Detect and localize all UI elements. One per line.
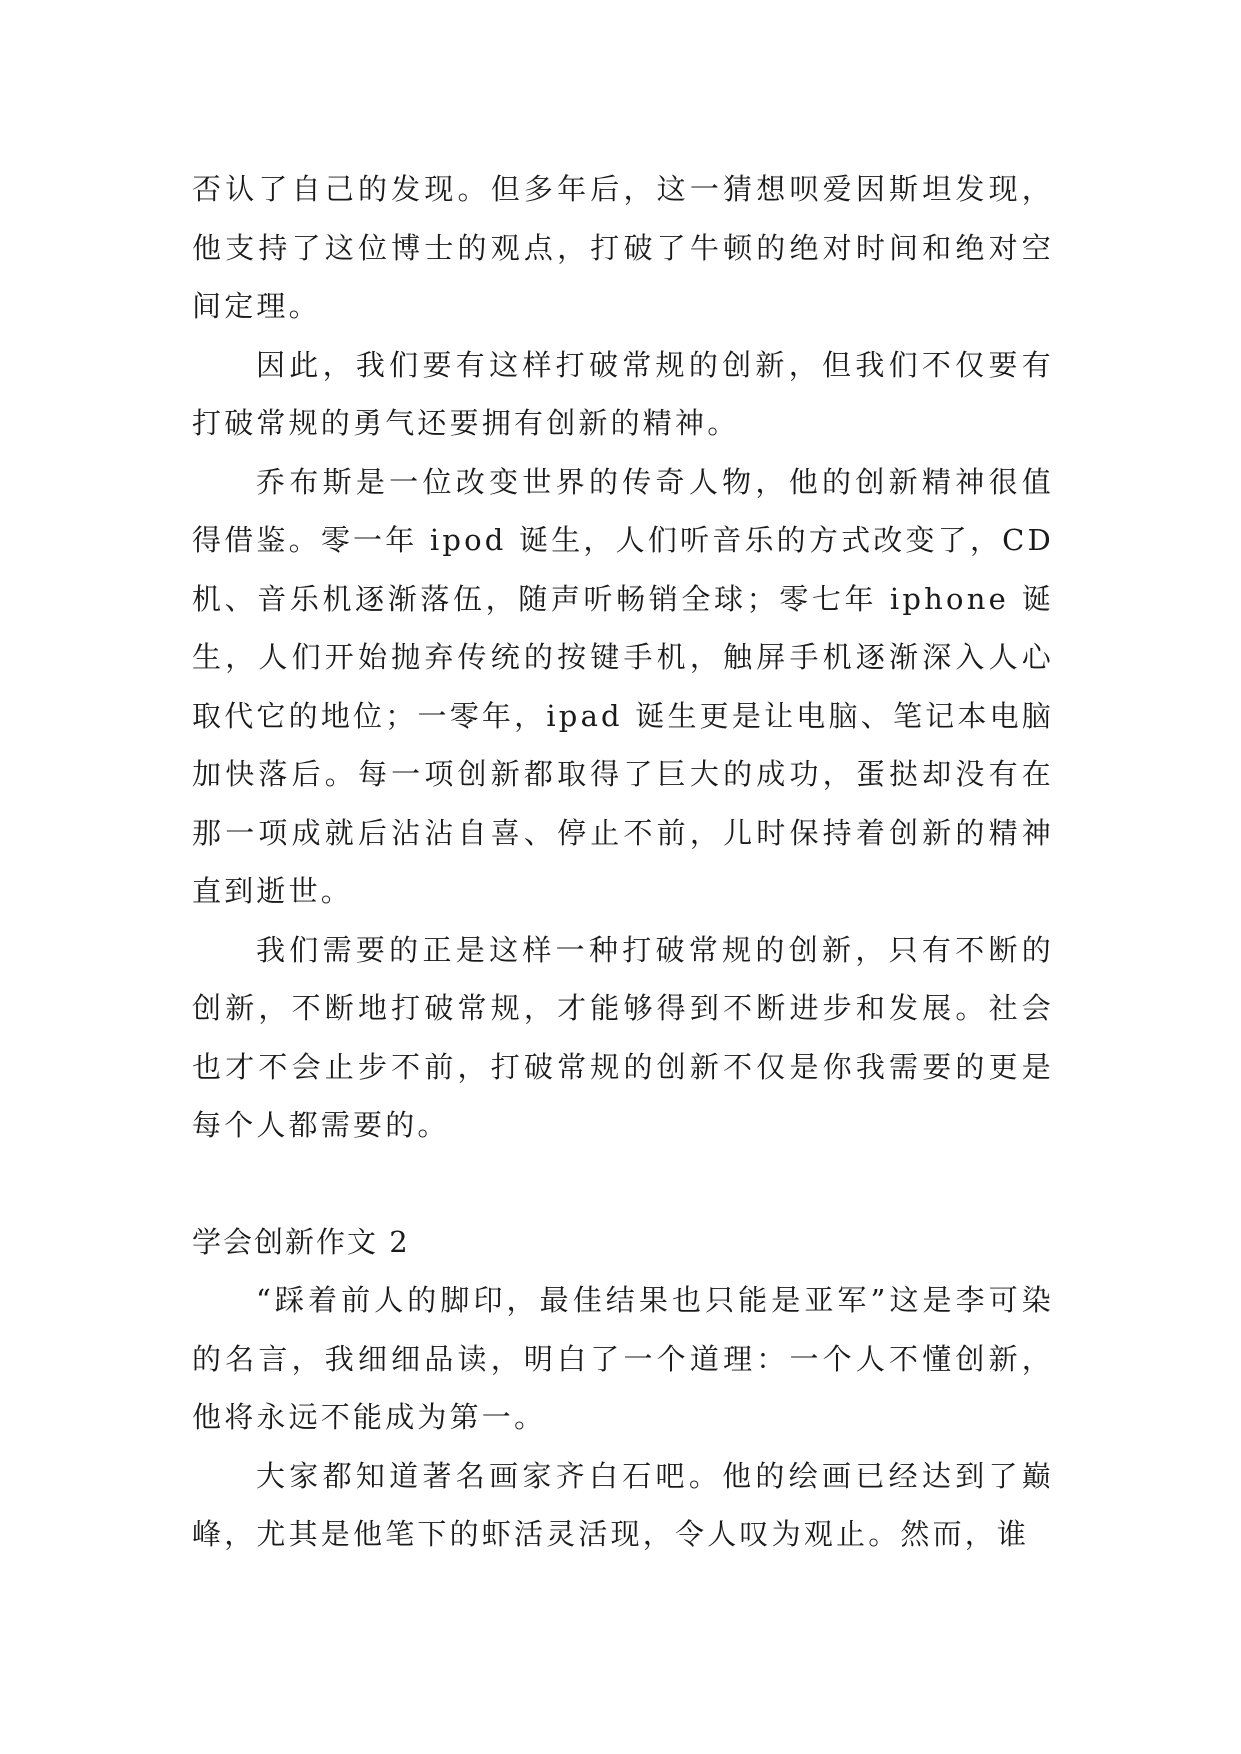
paragraph-5: “踩着前人的脚印，最佳结果也只能是亚军”这是李可染的名言，我细细品读，明白了一个道理：一个人不懂创新，他将永远不能成为第一。 [192,1283,1054,1434]
paragraph-1: 否认了自己的发现。但多年后，这一猜想呗爱因斯坦发现，他支持了这位博士的观点，打破了牛顿的绝对时间和绝对空间定理。 [192,172,1054,323]
paragraph-2: 因此，我们要有这样打破常规的创新，但我们不仅要有打破常规的勇气还要拥有创新的精神。 [192,347,1054,440]
paragraph-6: 大家都知道著名画家齐白石吧。他的绘画已经达到了巅峰，尤其是他笔下的虾活灵活现，令人叹为观止。然而，谁 [192,1458,1054,1551]
paragraph-3: 乔布斯是一位改变世界的传奇人物，他的创新精神很值得借鉴。零一年 ipod 诞生，人们听音乐的方式改变了，CD 机、音乐机逐渐落伍，随声听畅销全球；零七年 iphone 诞生，人们开始抛弃传统的按键手机，触屏手机逐渐深入人心取代它的地位；一零年，ipad 诞生更是让电脑、笔记本电脑加快落后。每一项创新都取得了巨大的成功，蛋挞却没有在那一项成就后沾沾自喜、停止不前，儿时保持着创新的精神直到逝世。 [192,464,1054,908]
document-body [192,160,1054,1564]
paragraph-4: 我们需要的正是这样一种打破常规的创新，只有不断的创新，不断地打破常规，才能够得到不断进步和发展。社会也才不会止步不前，打破常规的创新不仅是你我需要的更是每个人都需要的。 [192,932,1054,1142]
section-title: 学会创新作文 2 [192,1224,410,1259]
